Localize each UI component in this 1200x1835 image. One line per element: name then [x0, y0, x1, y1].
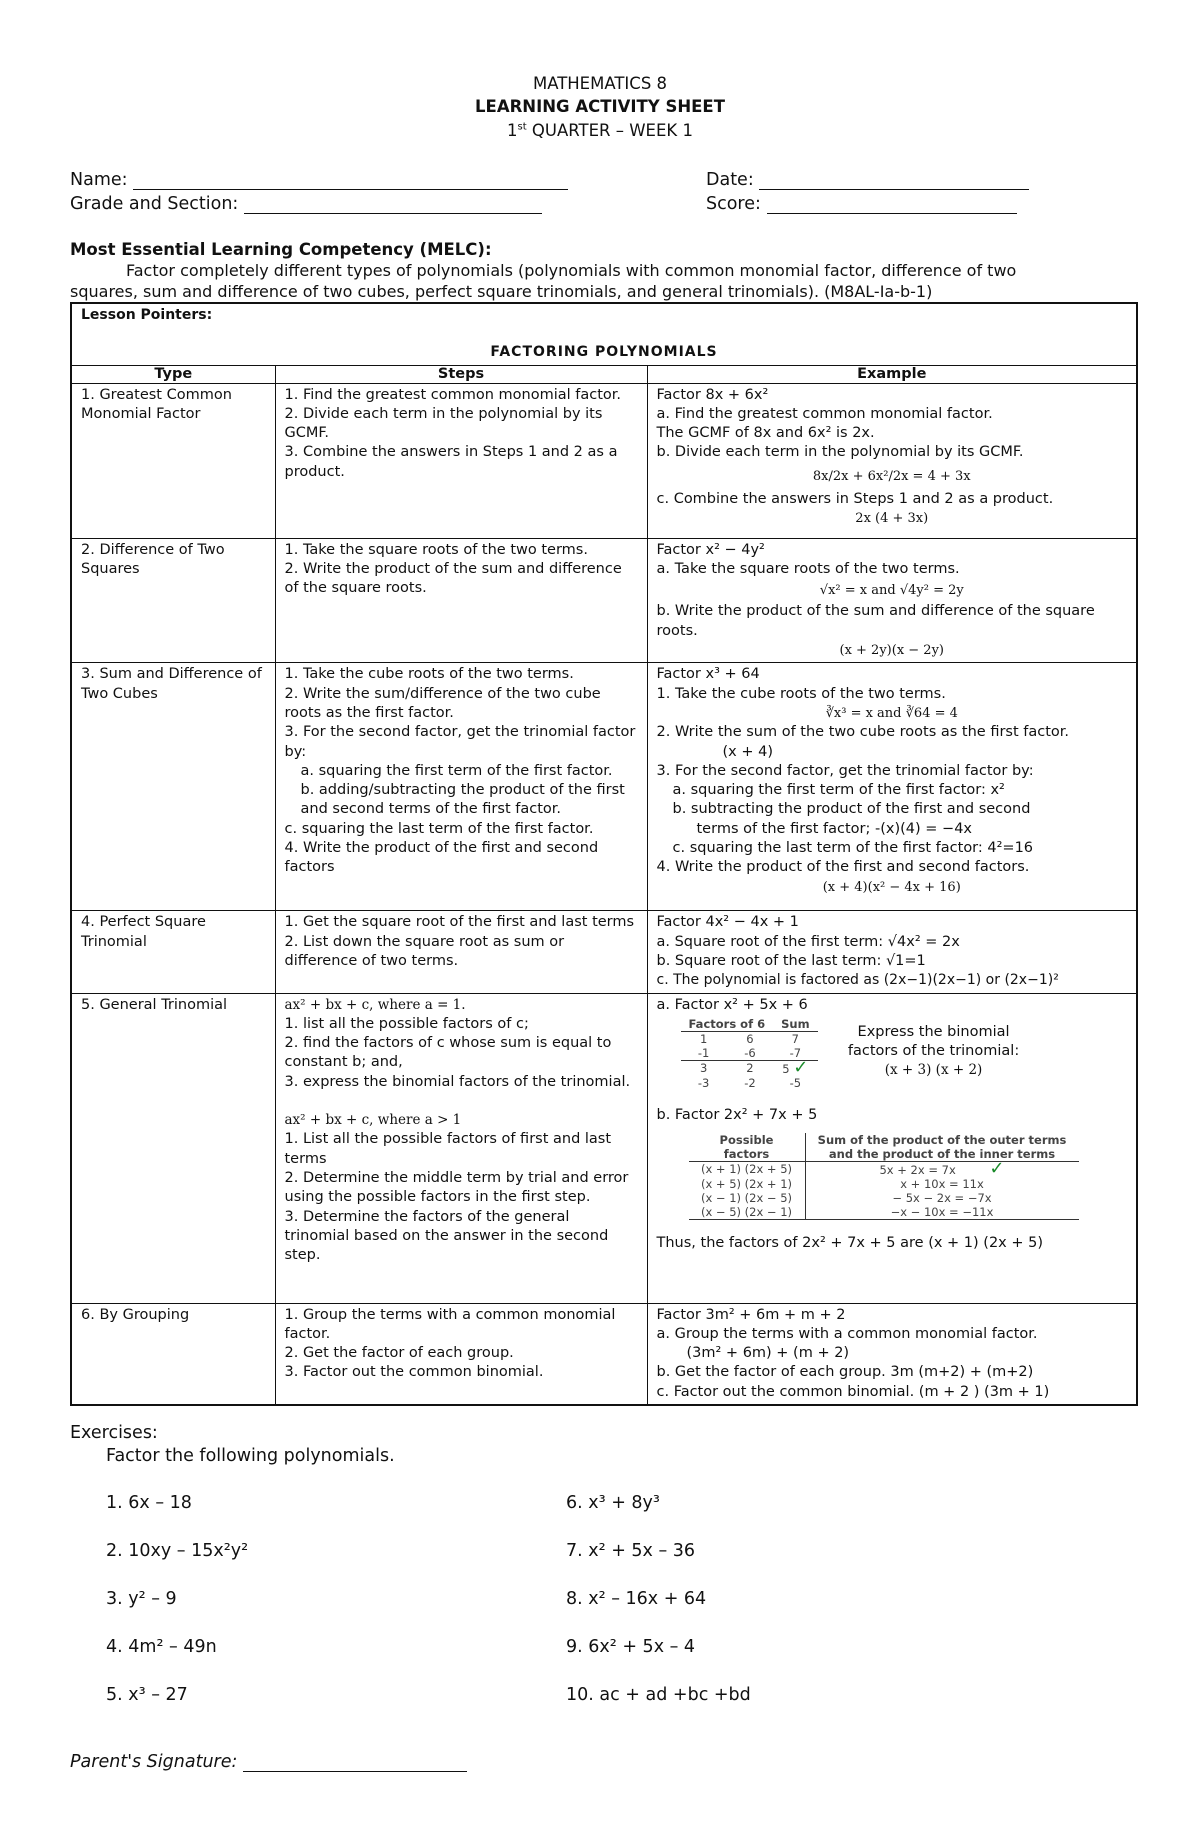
step: 1. Take the cube roots of the two terms.: [284, 666, 574, 683]
exercises-instruction: Factor the following polynomials.: [106, 1446, 395, 1466]
mini-cell: 7: [791, 1031, 799, 1046]
example-line: a. squaring the first term of the first factor: x²: [672, 782, 1005, 799]
exercise-item: 8. x² – 16x + 64: [566, 1589, 707, 1609]
mini-cell-check: [805, 1158, 1079, 1180]
col-steps: Steps: [275, 365, 647, 383]
example-cell: [647, 1303, 1137, 1405]
step: 4. Write the product of the first and second factors: [284, 840, 599, 876]
grade-line[interactable]: [244, 195, 542, 214]
mini-cell: 6: [746, 1031, 754, 1046]
example-line: Factor 8x + 6x²: [656, 386, 769, 403]
date-line[interactable]: [759, 171, 1029, 190]
mini-cell-check: [773, 1056, 817, 1078]
possible-factors-table: [689, 1133, 1079, 1220]
mini-cell: -7: [773, 1046, 817, 1061]
column-headers: [71, 365, 1137, 383]
step: 2. Get the factor of each group.: [284, 1345, 514, 1362]
step: 2. Divide each term in the polynomial by its GCMF.: [284, 405, 603, 442]
example-formula: 8x/2x + 6x²/2x = 4 + 3x: [812, 468, 971, 484]
step: 1. Take the square roots of the two terms.: [284, 541, 588, 558]
step: 1. Find the greatest common monomial factor.: [284, 386, 622, 403]
step: 2. Determine the middle term by trial and error using the possible factors in the first step.: [284, 1169, 629, 1206]
subject-title: MATHEMATICS 8: [532, 74, 668, 93]
example-line: b. Divide each term in the polynomial by its GCMF.: [656, 444, 1024, 461]
step: 3. Factor out the common binomial.: [284, 1364, 544, 1381]
example-line: (x + 4): [722, 743, 773, 760]
mini-cell: 3: [699, 1060, 708, 1075]
example-line: terms of the first factor; -(x)(4) = −4x: [696, 820, 972, 837]
table-row: [71, 911, 1137, 993]
example-line: Thus, the factors of 2x² + 7x + 5 are (x + 1) (2x + 5): [656, 1235, 1044, 1252]
example-line: c. Combine the answers in Steps 1 and 2 as a product.: [656, 491, 1054, 508]
name-field[interactable]: [70, 170, 568, 190]
steps-cell: [275, 1303, 647, 1405]
type-cell: 1. Greatest Common Monomial Factor: [71, 383, 275, 538]
mini-cell: −x − 10x = −11x: [805, 1205, 1079, 1220]
exercise-item: 5. x³ – 27: [106, 1685, 188, 1705]
steps-cell: [275, 993, 647, 1303]
table-row: [71, 993, 1137, 1303]
mini-header: Sum: [773, 1017, 817, 1032]
example-line: b. Square root of the last term: √1=1: [656, 952, 926, 969]
mini-cell: -1: [681, 1046, 727, 1061]
example-line: a. Square root of the first term: √4x² = 2x: [656, 933, 960, 950]
table-row: [71, 538, 1137, 663]
mini-cell: − 5x − 2x = −7x: [892, 1191, 992, 1206]
example-cell: [647, 663, 1137, 911]
example-line: c. The polynomial is factored as (2x−1)(2x−1) or (2x−1)²: [656, 972, 1059, 989]
type-cell: 4. Perfect Square Trinomial: [71, 911, 275, 993]
signature-label: Parent's Signature:: [70, 1752, 238, 1772]
example-cell: [647, 538, 1137, 663]
example-answer: (x + 4)(x² − 4x + 16): [822, 879, 961, 895]
step: 2. Write the sum/difference of the two cube roots as the first factor.: [284, 685, 601, 721]
exercise-item: 2. 10xy – 15x²y²: [106, 1541, 249, 1561]
example-line: a. Find the greatest common monomial factor.: [656, 405, 993, 422]
score-line[interactable]: [767, 195, 1017, 214]
example-line: 1. Take the cube roots of the two terms.: [656, 685, 946, 702]
step: 1. list all the possible factors of c;: [284, 1015, 529, 1032]
type-cell: 3. Sum and Difference of Two Cubes: [71, 663, 275, 911]
step: 3. For the second factor, get the trinomial factor by:: [284, 724, 636, 760]
example-line: 2. Write the sum of the two cube roots as the first factor.: [656, 724, 1070, 741]
mini-cell: 5x + 2x = 7x: [879, 1163, 956, 1178]
example-line: Factor x² − 4y²: [656, 541, 765, 558]
example-a-answer: (x + 3) (x + 2): [884, 1062, 983, 1079]
mini-cell: -2: [744, 1075, 756, 1090]
score-label: Score:: [706, 194, 761, 214]
mini-cell: 2: [746, 1060, 754, 1075]
step: a. squaring the first term of the first factor.: [300, 762, 613, 779]
mini-cell: 5: [782, 1061, 790, 1076]
example-line: Factor x³ + 64: [656, 666, 760, 683]
step: c. squaring the last term of the first factor.: [284, 820, 594, 837]
example-line: The GCMF of 8x and 6x² is 2x.: [656, 425, 875, 442]
example-cell: [647, 383, 1137, 538]
steps-subhead: ax² + bx + c, where a > 1: [284, 1112, 462, 1129]
check-icon: ✓: [989, 1158, 1005, 1180]
steps-cell: [275, 663, 647, 911]
exercise-item: 9. 6x² + 5x – 4: [566, 1637, 696, 1657]
score-field[interactable]: [706, 194, 1017, 214]
example-cell: [647, 993, 1137, 1303]
quarter-label: [0, 121, 1200, 140]
step: 1. Get the square root of the first and last terms: [284, 914, 635, 931]
table-row: [71, 383, 1137, 538]
example-line: Factor 3m² + 6m + m + 2: [656, 1306, 846, 1323]
quarter-number: 1: [507, 121, 518, 140]
grade-field[interactable]: [70, 194, 542, 214]
mini-header: Sum of the product of the outer terms and the product of the inner terms: [805, 1133, 1079, 1162]
steps-cell: [275, 911, 647, 993]
exercise-item: 10. ac + ad +bc +bd: [566, 1685, 751, 1705]
exercises-heading: Exercises:: [70, 1423, 158, 1443]
step: 3. Determine the factors of the general trinomial based on the answer in the second step.: [284, 1208, 609, 1264]
step: 1. Group the terms with a common monomial factor.: [284, 1306, 616, 1342]
quarter-rest: QUARTER – WEEK 1: [526, 121, 693, 140]
step: 2. find the factors of c whose sum is equal to constant b; and,: [284, 1035, 612, 1071]
example-line: c. Factor out the common binomial. (m + 2 ) (3m + 1): [656, 1383, 1050, 1400]
check-icon: ✓: [793, 1056, 809, 1078]
example-answer: 2x (4 + 3x): [855, 511, 929, 527]
table-row: [71, 1303, 1137, 1405]
example-line: 3. For the second factor, get the trinomial factor by:: [656, 762, 1034, 779]
example-cell: [647, 911, 1137, 993]
col-type: Type: [71, 365, 275, 383]
example-line: b. Factor 2x² + 7x + 5: [656, 1106, 818, 1123]
mini-header: Possible factors: [689, 1133, 806, 1162]
table-row: [71, 663, 1137, 911]
name-line[interactable]: [133, 171, 568, 190]
factors-table: [681, 1017, 818, 1090]
example-answer: (x + 2y)(x − 2y): [839, 643, 944, 659]
example-line: (3m² + 6m) + (m + 2): [686, 1345, 850, 1362]
mini-cell: 1: [699, 1031, 708, 1046]
melc-heading: Most Essential Learning Competency (MELC):: [70, 240, 492, 259]
exercise-item: 6. x³ + 8y³: [566, 1493, 660, 1513]
mini-cell: (x + 5) (2x + 1): [689, 1177, 806, 1191]
example-a-note: Express the binomial factors of the trinomial:: [847, 1023, 1020, 1060]
name-label: Name:: [70, 170, 128, 190]
melc-text-2: squares, sum and difference of two cubes, perfect square trinomials, and general trinomials). (M8AL-Ia-b-1): [70, 282, 933, 301]
mini-cell: -6: [727, 1046, 773, 1061]
exercise-item: 7. x² + 5x – 36: [566, 1541, 696, 1561]
step: 2. List down the square root as sum or difference of two terms.: [284, 933, 565, 969]
steps-cell: [275, 383, 647, 538]
example-a-block: [657, 1017, 1128, 1090]
example-formula: ∛x³ = x and ∛64 = 4: [825, 705, 958, 721]
date-label: Date:: [706, 170, 754, 190]
exercise-item: 4. 4m² – 49n: [106, 1637, 217, 1657]
table-title: FACTORING POLYNOMIALS: [490, 344, 718, 361]
date-field[interactable]: [706, 170, 1029, 190]
step: 2. Write the product of the sum and difference of the square roots.: [284, 560, 622, 597]
step: b. adding/subtracting the product of the first and second terms of the first factor.: [300, 782, 625, 818]
table-header-row: [71, 303, 1137, 365]
signature-line[interactable]: [243, 1753, 467, 1772]
mini-cell: -5: [789, 1075, 802, 1090]
example-a-side: [834, 1023, 1034, 1090]
example-line: b. Write the product of the sum and difference of the square roots.: [656, 603, 1095, 639]
example-line: b. subtracting the product of the first and second: [672, 801, 1031, 818]
step: 3. Combine the answers in Steps 1 and 2 as a product.: [284, 444, 618, 480]
mini-cell: -3: [697, 1075, 710, 1090]
melc-text-1: Factor completely different types of polynomials (polynomials with common monomial factor, difference of two: [126, 261, 1017, 280]
example-line: a. Take the square roots of the two terms.: [656, 560, 960, 577]
type-cell: 2. Difference of Two Squares: [71, 538, 275, 663]
example-line: 4. Write the product of the first and second factors.: [656, 859, 1030, 876]
step: 1. List all the possible factors of first and last terms: [284, 1131, 612, 1167]
steps-subhead: ax² + bx + c, where a = 1.: [284, 996, 466, 1013]
col-example: Example: [647, 365, 1137, 383]
quarter-sup: st: [517, 121, 527, 133]
example-line: a. Factor x² + 5x + 6: [656, 996, 808, 1013]
example-line: c. squaring the last term of the first factor: 4²=16: [672, 840, 1034, 857]
grade-label: Grade and Section:: [70, 194, 239, 214]
exercise-item: 1. 6x – 18: [106, 1493, 192, 1513]
example-line: a. Group the terms with a common monomial factor.: [656, 1325, 1038, 1342]
sheet-title: LEARNING ACTIVITY SHEET: [475, 97, 725, 116]
exercise-item: 3. y² – 9: [106, 1589, 177, 1609]
signature-field[interactable]: [70, 1752, 467, 1772]
mini-cell: (x + 1) (2x + 5): [689, 1162, 806, 1178]
mini-cell: x + 10x = 11x: [900, 1177, 984, 1192]
mini-header: Factors of 6: [681, 1017, 774, 1032]
example-line: Factor 4x² − 4x + 1: [656, 914, 799, 931]
lesson-pointers-label: Lesson Pointers:: [81, 307, 213, 323]
example-line: b. Get the factor of each group. 3m (m+2) + (m+2): [656, 1364, 1034, 1381]
type-cell: 5. General Trinomial: [71, 993, 275, 1303]
step: 3. express the binomial factors of the trinomial.: [284, 1073, 631, 1090]
lesson-table: [70, 302, 1138, 1406]
example-formula: √x² = x and √4y² = 2y: [819, 583, 964, 599]
steps-cell: [275, 538, 647, 663]
type-cell: 6. By Grouping: [71, 1303, 275, 1405]
mini-cell: (x − 5) (2x − 1): [689, 1205, 806, 1220]
mini-cell: (x − 1) (2x − 5): [689, 1191, 806, 1205]
